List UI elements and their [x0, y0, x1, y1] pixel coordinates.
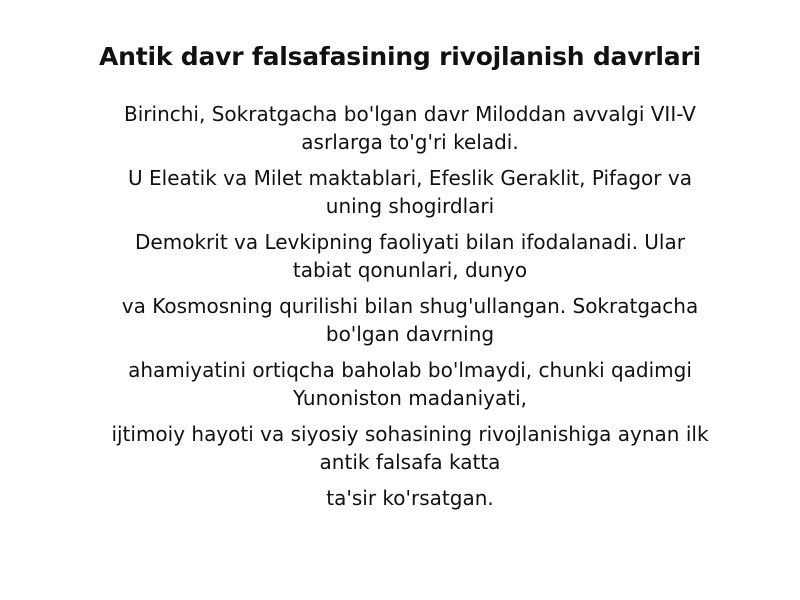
paragraph-7-line-1: ta'sir ko'rsatgan. — [326, 486, 494, 510]
slide-body — [70, 100, 750, 520]
paragraph-6-line-2: antik falsafa katta — [319, 450, 501, 474]
paragraph-2 — [70, 164, 750, 220]
paragraph-4-line-2: bo'lgan davrning — [325, 322, 495, 346]
paragraph-1-line-1: Birinchi, Sokratgacha bo'lgan davr Miloddan avvalgi VII-V — [124, 102, 696, 126]
paragraph-7 — [70, 484, 750, 512]
paragraph-6 — [70, 420, 750, 476]
paragraph-5-line-1: ahamiyatini ortiqcha baholab bo'lmaydi, chunki qadimgi — [128, 358, 692, 382]
paragraph-3-line-2: tabiat qonunlari, dunyo — [292, 258, 528, 282]
paragraph-1-line-2: asrlarga to'g'ri keladi. — [301, 130, 519, 154]
paragraph-4-line-1: va Kosmosning qurilishi bilan shug'ullangan. Sokratgacha — [121, 294, 699, 318]
paragraph-3 — [70, 228, 750, 284]
paragraph-2-line-2: uning shogirdlari — [325, 194, 495, 218]
paragraph-4 — [70, 292, 750, 348]
paragraph-2-line-1: U Eleatik va Milet maktablari, Efeslik Geraklit, Pifagor va — [128, 166, 692, 190]
paragraph-3-line-1: Demokrit va Levkipning faoliyati bilan ifodalanadi. Ular — [135, 230, 685, 254]
paragraph-6-line-1: ijtimoiy hayoti va siyosiy sohasining rivojlanishiga aynan ilk — [111, 422, 709, 446]
slide-title: Antik davr falsafasining rivojlanish davrlari — [99, 42, 701, 71]
paragraph-5-line-2: Yunoniston madaniyati, — [292, 386, 528, 410]
paragraph-5 — [70, 356, 750, 412]
paragraph-1 — [70, 100, 750, 156]
